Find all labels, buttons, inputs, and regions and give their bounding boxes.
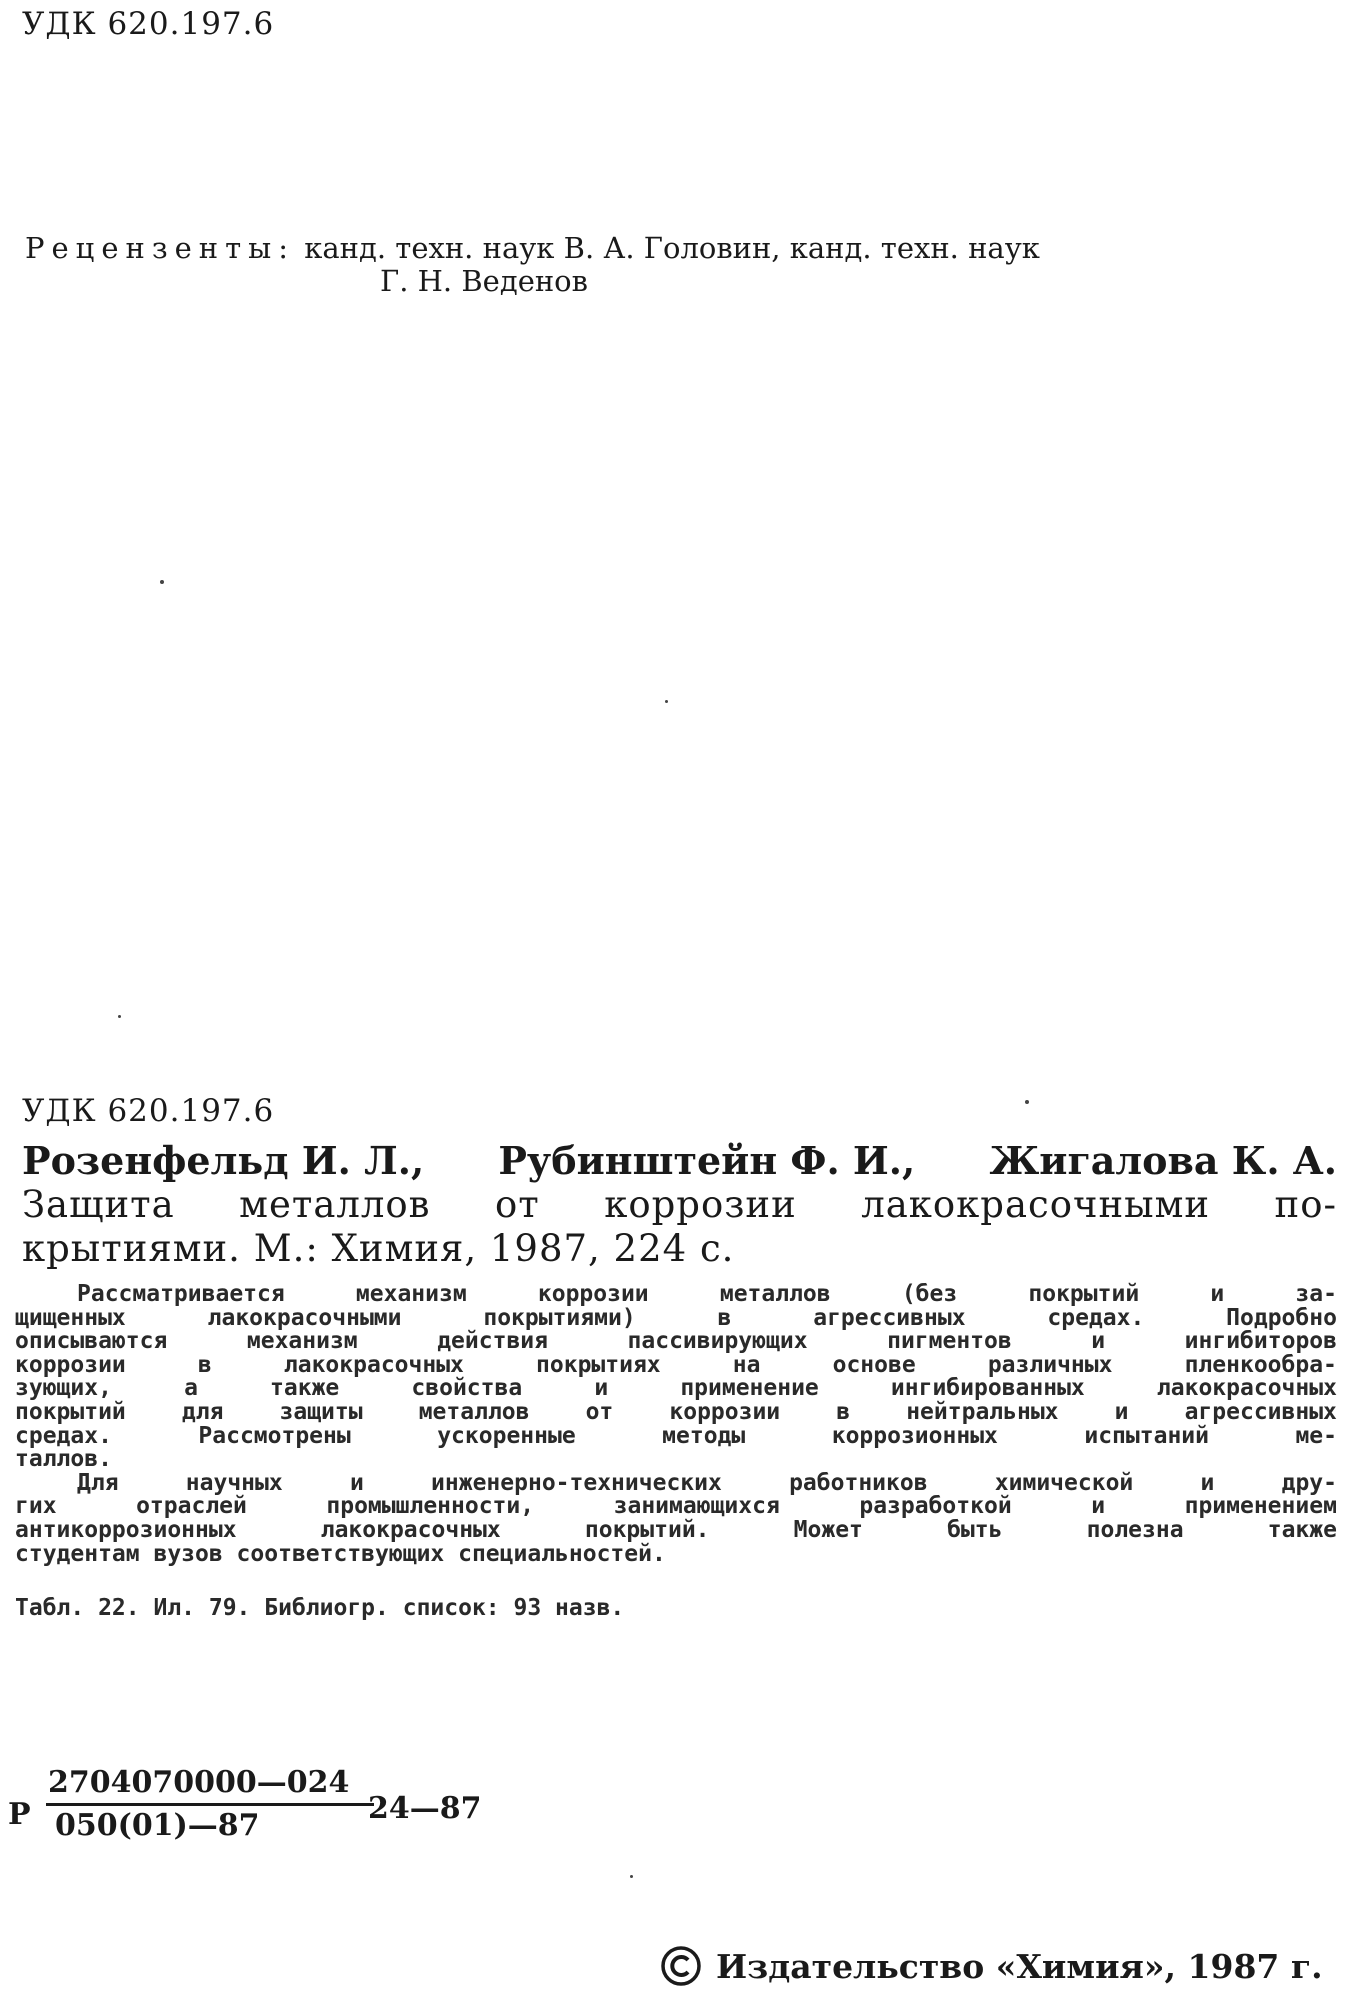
copyright-icon — [660, 1945, 702, 1987]
word: отраслей — [136, 1493, 247, 1520]
abstract-line — [15, 1351, 1337, 1378]
word: нейтральных — [906, 1398, 1059, 1425]
abstract-line-text — [15, 1377, 1337, 1401]
authors — [22, 1138, 1337, 1183]
word: описываются — [15, 1328, 168, 1355]
title-line-2-text: крытиями. М.: Химия, 1987, 224 с. — [22, 1227, 735, 1270]
word: пленкообра- — [1184, 1351, 1337, 1378]
word: применение — [680, 1375, 819, 1402]
udk-code-top: УДК 620.197.6 — [22, 6, 275, 42]
abstract-line-text — [15, 1351, 1337, 1378]
audience-line — [15, 1495, 1337, 1519]
classification-letter: Р — [8, 1797, 31, 1832]
word: применением — [1184, 1493, 1337, 1520]
word: Рассматривается — [77, 1281, 285, 1307]
word: зующих, — [15, 1375, 112, 1402]
word: пигментов — [887, 1328, 1012, 1355]
word: работников — [789, 1469, 928, 1496]
reviewers — [25, 232, 1345, 298]
word: в — [717, 1304, 732, 1331]
abstract-line — [15, 1422, 1337, 1449]
word: для — [181, 1398, 224, 1425]
abstract-line-text — [15, 1398, 1337, 1425]
author-2: Рубинштейн Ф. И., — [498, 1138, 916, 1183]
word: инженерно-технических — [431, 1469, 722, 1496]
reviewers-label: Рецензенты: — [25, 231, 296, 265]
title-line-1-text — [22, 1183, 1337, 1227]
reviewers-line-2: Г. Н. Веденов — [380, 264, 588, 298]
word: коррозии — [15, 1351, 126, 1378]
word: разработкой — [859, 1493, 1012, 1520]
audience-line — [15, 1469, 1337, 1496]
word: в — [836, 1398, 851, 1425]
word: и — [1200, 1469, 1215, 1496]
word: в — [197, 1351, 212, 1378]
word: промышленности, — [326, 1493, 535, 1520]
abstract-line — [15, 1448, 1337, 1472]
word: научных — [185, 1469, 283, 1496]
word: защиты — [279, 1398, 363, 1425]
word: быть — [947, 1516, 1003, 1543]
fraction-line — [46, 1803, 374, 1806]
word: ускоренные — [437, 1422, 576, 1449]
word: покрытиях — [536, 1351, 661, 1378]
word: и — [1114, 1398, 1129, 1425]
word: покрытий. — [584, 1516, 710, 1543]
reviewers-line-1: канд. техн. наук В. А. Головин, канд. техн. наук — [304, 231, 1040, 265]
word: действия — [437, 1328, 548, 1355]
audience-line — [15, 1540, 1337, 1567]
word: пассивирующих — [627, 1328, 808, 1355]
abstract-line — [15, 1304, 1337, 1331]
scan-speck — [160, 580, 164, 584]
abstract-line-text — [77, 1283, 1337, 1307]
book-title — [22, 1183, 1337, 1271]
word: антикоррозионных — [15, 1516, 237, 1543]
word: лакокрасочными — [207, 1304, 402, 1331]
word: химической — [994, 1469, 1134, 1496]
word: покрытий — [1028, 1281, 1140, 1307]
abstract-line — [15, 1283, 1337, 1307]
word: за- — [1295, 1281, 1337, 1307]
word: агрессивных — [813, 1304, 966, 1331]
scan-speck — [118, 1015, 121, 1018]
abstract — [15, 1283, 1337, 1566]
title-line-2 — [22, 1227, 1337, 1271]
word: механизм — [246, 1328, 358, 1355]
audience-line — [15, 1516, 1337, 1543]
audience-line-text: студентам вузов соответствующих специальностей. — [15, 1540, 666, 1567]
audience-line-text — [77, 1469, 1337, 1496]
abstract-line-text — [15, 1330, 1337, 1354]
word: (без — [901, 1281, 958, 1307]
word: и — [1091, 1493, 1106, 1520]
word: ингибированных — [890, 1375, 1085, 1402]
word: щищенных — [15, 1304, 126, 1331]
word: лакокрасочных — [1156, 1375, 1337, 1402]
word: Подробно — [1226, 1304, 1337, 1331]
word: основе — [832, 1351, 916, 1378]
author-1: Розенфельд И. Л., — [22, 1138, 425, 1183]
word: занимающихся — [613, 1493, 780, 1520]
word: свойства — [411, 1375, 523, 1402]
word: от — [494, 1183, 540, 1226]
audience-line-text — [15, 1495, 1337, 1519]
classification-denominator: 050(01)—87 — [55, 1808, 260, 1843]
scan-speck — [1025, 1100, 1029, 1104]
classification-numerator: 2704070000—024 — [48, 1765, 350, 1800]
word: средах. — [1047, 1304, 1145, 1331]
word: средах. — [15, 1422, 112, 1449]
word: по- — [1274, 1183, 1337, 1226]
word: методы — [662, 1422, 746, 1449]
word: полезна — [1086, 1516, 1184, 1543]
word: и — [1091, 1328, 1106, 1355]
word: лакокрасочных — [320, 1516, 501, 1543]
word: различных — [987, 1351, 1113, 1378]
abstract-line — [15, 1377, 1337, 1401]
word: и — [349, 1469, 364, 1496]
abstract-line-text: таллов. — [15, 1446, 112, 1473]
word: коррозии — [537, 1281, 649, 1307]
word: металлов — [239, 1183, 431, 1226]
word: Может — [793, 1516, 863, 1543]
author-3: Жигалова К. А. — [989, 1138, 1337, 1183]
word: лакокрасочными — [861, 1183, 1211, 1226]
word: покрытиями) — [483, 1304, 636, 1331]
word: механизм — [355, 1281, 467, 1307]
word: металлов — [418, 1398, 530, 1425]
word: также — [270, 1375, 340, 1402]
word: Для — [77, 1469, 119, 1496]
abstract-line-text — [15, 1304, 1337, 1331]
word: ме- — [1295, 1422, 1337, 1449]
copyright-text: Издательство «Химия», 1987 г. — [716, 1946, 1323, 1986]
word: Рассмотрены — [198, 1422, 351, 1449]
word: коррозии — [669, 1398, 781, 1425]
classification-suffix: 24—87 — [368, 1791, 482, 1826]
word: металлов — [719, 1281, 831, 1307]
scan-speck — [630, 1875, 633, 1878]
scan-speck — [665, 700, 668, 703]
udk-code-bottom: УДК 620.197.6 — [22, 1093, 275, 1129]
word: также — [1267, 1516, 1337, 1543]
copyright-notice — [660, 1945, 1323, 1987]
word: испытаний — [1084, 1422, 1209, 1449]
word: покрытий — [15, 1398, 126, 1425]
word: ингибиторов — [1184, 1328, 1337, 1355]
abstract-line — [15, 1330, 1337, 1354]
word: от — [585, 1398, 614, 1425]
abstract-line — [15, 1398, 1337, 1425]
word: Защита — [22, 1183, 175, 1226]
word: агрессивных — [1184, 1398, 1337, 1425]
word: и — [1210, 1281, 1225, 1307]
bibliographic-info: Табл. 22. Ил. 79. Библиогр. список: 93 назв. — [15, 1595, 625, 1621]
title-line-1 — [22, 1183, 1337, 1227]
word: на — [732, 1351, 761, 1378]
word: а — [184, 1375, 198, 1402]
abstract-line-text — [15, 1422, 1337, 1449]
word: гих — [15, 1493, 57, 1520]
word: лакокрасочных — [283, 1351, 464, 1378]
word: коррозионных — [831, 1422, 998, 1449]
word: и — [594, 1375, 609, 1402]
audience-line-text — [15, 1516, 1337, 1543]
word: коррозии — [604, 1183, 797, 1226]
word: дру- — [1281, 1469, 1337, 1496]
